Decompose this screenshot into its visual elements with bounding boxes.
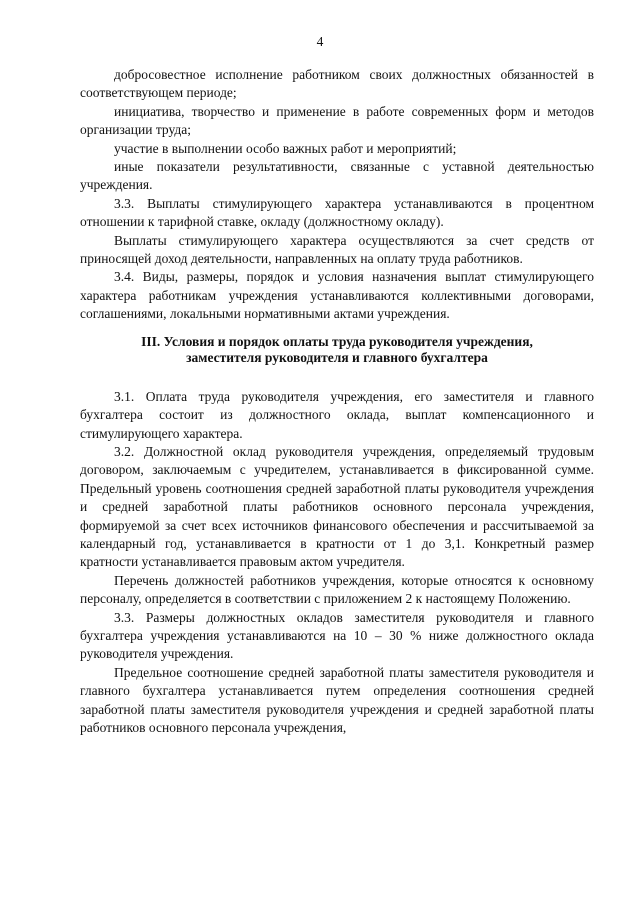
paragraph-funding-source: Выплаты стимулирующего характера осуществляются за счет средств от приносящей доход деятельности, направленных на оплату труда работников. — [80, 232, 594, 267]
section-heading — [80, 334, 594, 366]
document-body — [80, 66, 594, 737]
section-heading-line-2: заместителя руководителя и главного бухгалтера — [186, 349, 488, 365]
paragraph-criterion-initiative: инициатива, творчество и применение в работе современных форм и методов организации труда; — [80, 103, 594, 138]
paragraph-core-staff-list: Перечень должностей работников учреждения, которые относятся к основному персоналу, определяется в соответствии с приложением 2 к настоящему Положению. — [80, 572, 594, 607]
paragraph-criterion-other-indicators: иные показатели результативности, связанные с уставной деятельностью учреждения. — [80, 159, 594, 193]
paragraph-3-3-deputy-salary: 3.3. Размеры должностных окладов заместителя руководителя и главного бухгалтера учреждения устанавливаются на 10 – 30 % ниже должностного оклада руководителя учреждения. — [80, 609, 594, 662]
paragraph-ratio-limit: Предельное соотношение средней заработной платы заместителя руководителя и главного бухгалтера устанавливается путем определения соотношения средней заработной платы заместителя руководителя учреждения и средней заработной платы работников основного персонала учреждения, — [80, 664, 594, 735]
paragraph-3-4-types: 3.4. Виды, размеры, порядок и условия назначения выплат стимулирующего характера работникам учреждения устанавливаются коллективными договорами, соглашениями, локальными нормативными актами учреждения. — [80, 269, 594, 322]
heading-spacer — [80, 366, 594, 388]
paragraph-criterion-important-works: участие в выполнении особо важных работ и мероприятий; — [114, 140, 457, 156]
paragraph-criterion-conscientious: добросовестное исполнение работником своих должностных обязанностей в соответствующем периоде; — [80, 67, 594, 101]
section-heading-line-1: III. Условия и порядок оплаты труда руководителя учреждения, — [141, 333, 533, 349]
page-number: 4 — [316, 34, 324, 49]
paragraph-3-3-percent: 3.3. Выплаты стимулирующего характера устанавливаются в процентном отношении к тарифной ставке, окладу (должностному окладу). — [80, 195, 594, 230]
paragraph-3-2-head-salary: 3.2. Должностной оклад руководителя учреждения, определяемый трудовым договором, заключаемым с учредителем, устанавливается в фиксированной сумме. Предельный уровень соотношения средней заработной платы руководителя учреждения и средней заработной платы работников основного персонала учреждения, формируемой за счет всех источников финансового обеспечения и рассчитываемой за календарный год, устанавливается в кратности от 1 до 3,1. Конкретный размер кратности устанавливается правовым актом учредителя. — [80, 443, 594, 570]
paragraph-3-1-composition: 3.1. Оплата труда руководителя учреждения, его заместителя и главного бухгалтера состоит из должностного оклада, выплат компенсационного и стимулирующего характера. — [80, 388, 594, 441]
